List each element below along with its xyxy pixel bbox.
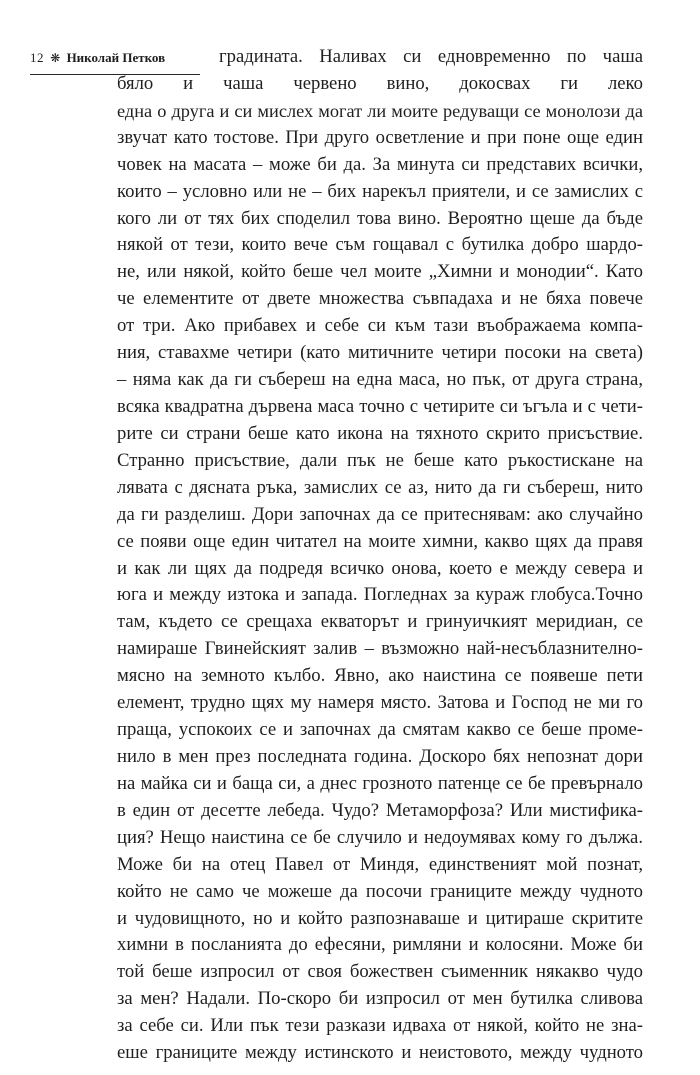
author-name: Николай Петков (66, 50, 166, 65)
text-line: някой от тези, които вече съм гощавал с бутилка добро шардо- (117, 234, 643, 256)
text-line: всяка квадратна дървена маса точно с четирите си ъгъла и с чети- (117, 396, 643, 417)
text-line: елемент, трудно щях му намеря място. Затова и Господ не ми го (117, 692, 643, 714)
text-line: бяло и чаша червено вино, докосвах ги леко (117, 72, 643, 94)
text-line: една о друга и си мислех могат ли моите редуващи се монолози да (117, 100, 643, 121)
text-line: който не само че можеше да посочи границите между чудното (117, 880, 643, 902)
separator-ornament-icon: ❋ (50, 51, 61, 65)
text-line: ния, ставахме четири (като митичните четири посоки на света) (117, 342, 643, 364)
text-line: рите си страни беше като икона на тяхното скрито присъствие. (117, 422, 643, 444)
text-line: химни в посланията до ефесяни, римляни и колосяни. Може би (117, 934, 643, 956)
text-line: че елементите от двете множества съвпадаха и не бяха повече (117, 288, 643, 310)
text-line: и как ли щях да подредя всичко онова, което е между севера и (117, 557, 643, 579)
text-line: кого ли от тях бих споделил това вино. Вероятно щеше да бъде (117, 207, 643, 229)
text-line: еше границите между истинското и неистовото, между чудното (117, 1042, 643, 1064)
text-line: които – условно или не – бих нарекъл приятели, и се замислих с (117, 180, 643, 202)
text-line: юга и между изтока и запада. Погледнах за кураж глобуса.Точно (117, 584, 643, 606)
text-line: за мен? Надали. По-скоро би изпросил от мен бутилка сливова (117, 988, 643, 1010)
text-line: нило в мен през последната година. Доскоро бях непознат дори (117, 745, 643, 767)
text-line: Може би на отец Павел от Миндя, единственият мой познат, (117, 853, 643, 875)
text-line: не, или някой, който беше чел моите „Химни и монодии“. Като (117, 261, 643, 283)
text-line: на майка си и баща си, а днес грозното патенце се бе превърнало (117, 772, 643, 794)
text-line: лявата с дясната ръка, замислих се аз, нито да ги събереш, нито (117, 476, 643, 498)
text-line: намираше Гвинейският залив – възможно най-несъблазнително- (117, 638, 643, 660)
text-line: праща, успокоих се и започнах да смятам какво се беше проме- (117, 719, 643, 740)
text-line: Странно присъствие, дали пък не беше като ръкостискане на (117, 449, 643, 471)
text-line: да ги разделиш. Дори започнах да се притеснявам: ако случайно (117, 503, 643, 525)
page-number: 12 (30, 50, 44, 65)
text-line: в един от десетте лебеда. Чудо? Метаморфоза? Или мистифика- (117, 799, 643, 821)
text-line: мясно на земното кълбо. Явно, ако наистина се появеше пети (117, 665, 643, 687)
text-line: човек на масата – може би да. За минута си представих всички, (117, 153, 643, 175)
text-line: – няма как да ги събереш на една маса, но пък, от друга страна, (117, 369, 643, 391)
text-line: той беше изпросил от своя божествен съименник някакво чудо (117, 961, 643, 983)
text-line: ция? Нещо наистина се бе случило и недоумявах кому го дължа. (117, 826, 643, 848)
text-line: и чудовищното, но и който разпознаваше и цитираше скритите (117, 907, 643, 929)
text-line: се появи още един читател на моите химни, какво щях да правя (117, 530, 643, 552)
text-line: там, където се срещаха екваторът и гринуичкият меридиан, се (117, 611, 643, 633)
text-line: от три. Ако прибавех и себе си към тази въображаема компа- (117, 315, 643, 337)
text-line: звучат като тостове. При друго осветление и при поне още един (117, 126, 643, 148)
text-line: градината. Наливах си едновременно по чаша (219, 46, 643, 67)
text-line: за себе си. Или пък тези разкази идваха от някой, който не зна- (117, 1015, 643, 1037)
